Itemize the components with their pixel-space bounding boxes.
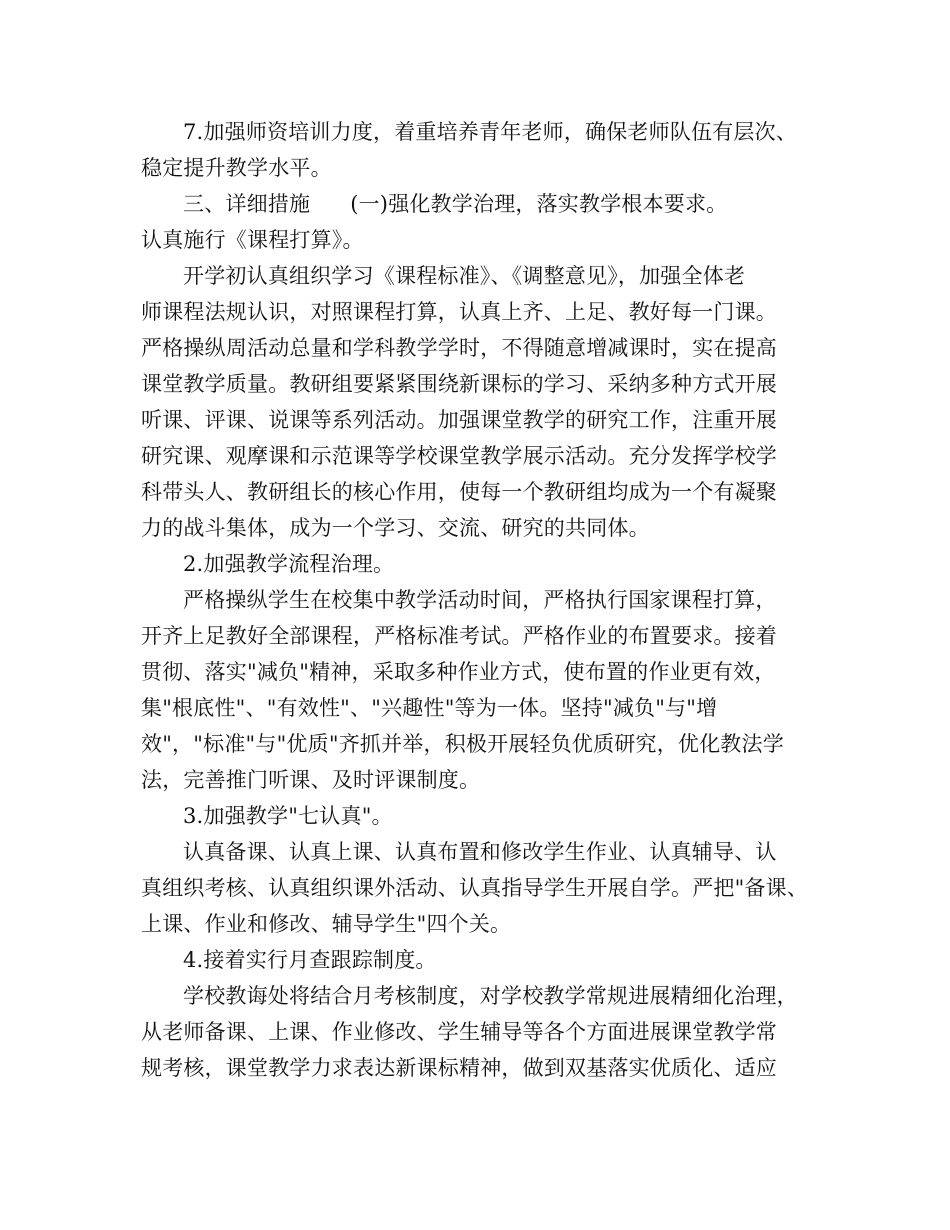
section-heading-line [183,189,727,219]
paragraph-line: 科带头人、教研组长的核心作用，使每一个教研组均成为一个有凝聚 [141,480,777,504]
paragraph-line: 学校教诲处将结合月考核制度，对学校教学常规进展精细化治理， [183,984,798,1008]
paragraph-line: 7.加强师资培训力度，着重培养青年老师，确保老师队伍有层次、 [183,120,798,144]
paragraph-line: 效"，"标准"与"优质"齐抓并举，积极开展轻负优质研究，优化教法学 [141,732,784,756]
paragraph-line: 课堂教学质量。教研组要紧紧围绕新课标的学习、采纳多种方式开展 [141,372,777,396]
paragraph-line: 稳定提升教学水平。 [141,156,332,180]
paragraph-line: 严格操纵周活动总量和学科教学学时，不得随意增减课时，实在提高 [141,336,777,360]
paragraph-line: 开齐上足教好全部课程，严格标准考试。严格作业的布置要求。接着 [141,624,777,648]
paragraph-line: 严格操纵学生在校集中教学活动时间，严格执行国家课程打算， [183,588,777,612]
paragraph-line: 真组织考核、认真组织课外活动、认真指导学生开展自学。严把"备课、 [141,876,809,900]
section-heading: 三、详细措施 [183,192,311,216]
paragraph-line: 上课、作业和修改、辅导学生"四个关。 [141,912,512,936]
numbered-heading: 4.接着实行月查跟踪制度。 [183,948,437,972]
paragraph-line: 研究课、观摩课和示范课等学校课堂教学展示活动。充分发挥学校学 [141,444,777,468]
paragraph-line: 法，完善推门听课、及时评课制度。 [141,768,481,792]
paragraph-line: 集"根底性"、"有效性"、"兴趣性"等为一体。坚持"减负"与"增 [141,696,718,720]
paragraph-line: 规考核，课堂教学力求表达新课标精神，做到双基落实优质化、适应 [141,1056,777,1080]
paragraph-line: 认真施行《课程打算》。 [141,228,364,252]
paragraph-line: 从老师备课、上课、作业修改、学生辅导等各个方面进展课堂教学常 [141,1020,777,1044]
numbered-heading: 3.加强教学"七认真"。 [183,804,393,828]
paragraph-line: 开学初认真组织学习《课程标准》、《调整意见》，加强全体老 [183,264,746,288]
paragraph-line: 听课、评课、说课等系列活动。加强课堂教学的研究工作，注重开展 [141,408,777,432]
paragraph-line: 认真备课、认真上课、认真布置和修改学生作业、认真辅导、认 [183,840,777,864]
paragraph-line: 师课程法规认识，对照课程打算，认真上齐、上足、教好每一门课。 [141,300,777,324]
paragraph-line: 贯彻、落实"减负"精神，采取多种作业方式，使布置的作业更有效， [141,660,776,684]
subsection-heading: (一)强化教学治理，落实教学根本要求。 [350,192,728,216]
paragraph-line: 力的战斗集体，成为一个学习、交流、研究的共同体。 [141,516,650,540]
numbered-heading: 2.加强教学流程治理。 [183,552,395,576]
